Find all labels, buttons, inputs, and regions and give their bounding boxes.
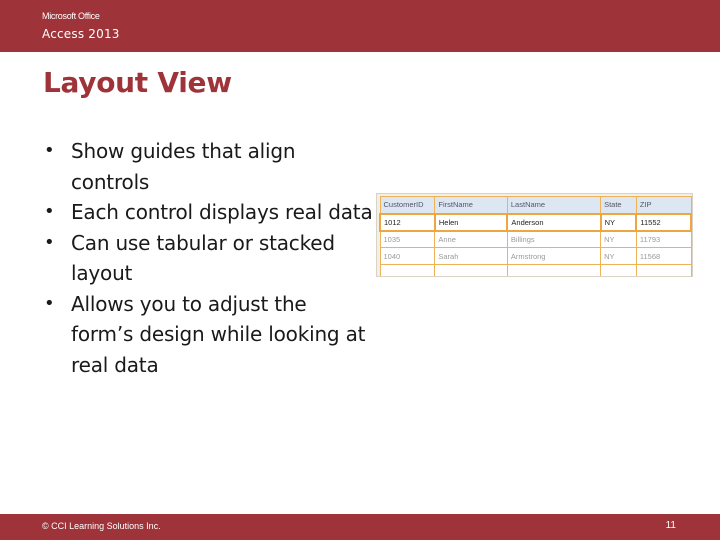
form-table bbox=[379, 196, 692, 277]
copyright-text: © CCI Learning Solutions Inc. bbox=[42, 521, 161, 531]
table-cell bbox=[435, 265, 508, 278]
column-header: LastName bbox=[507, 197, 600, 214]
table-cell: 1040 bbox=[380, 248, 435, 265]
form-header-row bbox=[380, 197, 691, 214]
table-cell: Anderson bbox=[507, 214, 600, 231]
table-row bbox=[380, 214, 691, 231]
layout-view-form-screenshot bbox=[376, 193, 693, 277]
table-cell bbox=[507, 265, 600, 278]
table-cell: NY bbox=[601, 248, 637, 265]
slide-title: Layout View bbox=[43, 66, 232, 99]
table-cell bbox=[380, 265, 435, 278]
table-cell: Sarah bbox=[435, 248, 508, 265]
bullet-item: • Can use tabular or stacked layout bbox=[44, 228, 374, 289]
table-cell: 11552 bbox=[636, 214, 691, 231]
table-cell: 1035 bbox=[380, 231, 435, 248]
table-cell bbox=[636, 265, 691, 278]
footer-bar bbox=[0, 514, 720, 540]
column-header: FirstName bbox=[435, 197, 508, 214]
bullet-list bbox=[44, 136, 374, 380]
column-header: CustomerID bbox=[380, 197, 435, 214]
header-bar bbox=[0, 0, 720, 52]
table-cell: Anne bbox=[435, 231, 508, 248]
table-cell: NY bbox=[601, 214, 637, 231]
bullet-item: • Allows you to adjust the form’s design while looking at real data bbox=[44, 289, 374, 381]
table-cell: 11568 bbox=[636, 248, 691, 265]
brand-app: Access 2013 bbox=[42, 27, 120, 41]
bullet-item: • Each control displays real data bbox=[44, 197, 374, 228]
brand-product: Microsoft Office bbox=[42, 11, 100, 21]
table-row bbox=[380, 265, 691, 278]
table-row bbox=[380, 231, 691, 248]
table-cell bbox=[601, 265, 637, 278]
table-cell: 11793 bbox=[636, 231, 691, 248]
column-header: ZIP bbox=[636, 197, 691, 214]
table-row bbox=[380, 248, 691, 265]
page-number: 11 bbox=[665, 520, 676, 531]
table-cell: NY bbox=[601, 231, 637, 248]
table-cell: Helen bbox=[435, 214, 508, 231]
table-cell: Billings bbox=[507, 231, 600, 248]
table-cell: 1012 bbox=[380, 214, 435, 231]
table-cell: Armstrong bbox=[507, 248, 600, 265]
bullet-item: • Show guides that align controls bbox=[44, 136, 374, 197]
column-header: State bbox=[601, 197, 637, 214]
